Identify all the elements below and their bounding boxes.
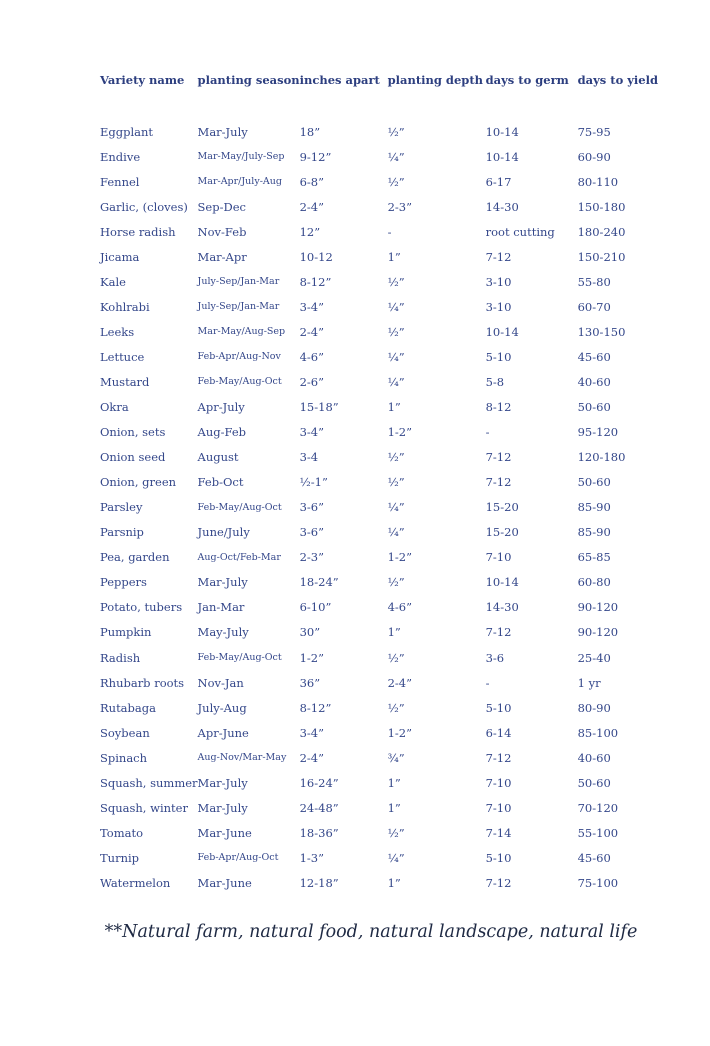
table-row bbox=[100, 545, 658, 570]
cell-inches-apart: 24-48” bbox=[299, 800, 339, 815]
cell-inches-apart: 18-24” bbox=[299, 575, 339, 590]
table-row bbox=[100, 344, 658, 369]
table-row bbox=[100, 495, 658, 520]
cell-variety-name: Radish bbox=[100, 650, 141, 665]
cell-days-to-yield: 80-110 bbox=[577, 174, 619, 189]
cell-days-to-yield: 50-60 bbox=[577, 475, 611, 490]
cell-days-to-yield: 40-60 bbox=[577, 750, 611, 765]
cell-variety-name: Onion, sets bbox=[100, 425, 166, 440]
cell-days-to-germ: 7-12 bbox=[485, 750, 512, 765]
cell-planting-season: Apr-July bbox=[197, 400, 245, 415]
cell-planting-depth: 1” bbox=[387, 249, 401, 264]
cell-planting-depth: ¾” bbox=[387, 750, 405, 765]
cell-planting-depth: ½” bbox=[387, 174, 405, 189]
table-row bbox=[100, 445, 658, 470]
cell-inches-apart: 3-4” bbox=[299, 425, 325, 440]
cell-planting-season: May-July bbox=[197, 625, 249, 640]
cell-variety-name: Onion, green bbox=[100, 475, 177, 490]
cell-variety-name: Potato, tubers bbox=[100, 600, 183, 615]
cell-days-to-yield: 70-120 bbox=[577, 800, 619, 815]
cell-planting-depth: ¼” bbox=[387, 374, 405, 389]
cell-days-to-yield: 55-80 bbox=[577, 274, 611, 289]
cell-planting-season: Mar-Apr/July-Aug bbox=[197, 176, 282, 188]
cell-days-to-yield: 60-70 bbox=[577, 299, 611, 314]
cell-planting-depth: 1-2” bbox=[387, 425, 413, 440]
cell-days-to-yield: 90-120 bbox=[577, 625, 619, 640]
cell-days-to-germ: 3-6 bbox=[485, 650, 505, 665]
table-row bbox=[100, 244, 658, 269]
cell-planting-season: Mar-July bbox=[197, 575, 248, 590]
cell-variety-name: Mustard bbox=[100, 374, 150, 389]
cell-inches-apart: 2-6” bbox=[299, 374, 325, 389]
table-row bbox=[100, 745, 658, 770]
cell-planting-season: Mar-Apr bbox=[197, 249, 247, 264]
cell-days-to-yield: 150-210 bbox=[577, 249, 626, 264]
header-days-to-germ: days to germ bbox=[485, 73, 569, 87]
cell-days-to-yield: 60-90 bbox=[577, 149, 611, 164]
cell-inches-apart: 2-4” bbox=[299, 750, 325, 765]
cell-days-to-germ: 7-12 bbox=[485, 475, 512, 490]
cell-planting-season: Mar-July bbox=[197, 775, 248, 790]
cell-planting-depth: ½” bbox=[387, 475, 405, 490]
cell-days-to-germ: 10-14 bbox=[485, 149, 519, 164]
cell-planting-depth: 1” bbox=[387, 800, 401, 815]
cell-days-to-germ: 7-10 bbox=[485, 550, 512, 565]
cell-inches-apart: 2-3” bbox=[299, 550, 325, 565]
header-variety-name: Variety name bbox=[100, 73, 185, 87]
cell-days-to-germ: 5-10 bbox=[485, 700, 512, 715]
cell-days-to-germ: 14-30 bbox=[485, 199, 519, 214]
cell-days-to-yield: 130-150 bbox=[577, 324, 626, 339]
cell-planting-season: Mar-July bbox=[197, 800, 248, 815]
table-row bbox=[100, 470, 658, 495]
cell-days-to-germ: 6-14 bbox=[485, 725, 512, 740]
table-row bbox=[100, 595, 658, 620]
cell-days-to-germ: 15-20 bbox=[485, 525, 519, 540]
cell-days-to-yield: 65-85 bbox=[577, 550, 611, 565]
planting-table bbox=[100, 70, 658, 895]
cell-inches-apart: 3-6” bbox=[299, 525, 325, 540]
cell-inches-apart: 8-12” bbox=[299, 700, 332, 715]
cell-planting-season: Mar-May/Aug-Sep bbox=[197, 326, 286, 338]
cell-planting-season: Jan-Mar bbox=[197, 600, 245, 615]
cell-variety-name: Onion seed bbox=[100, 450, 166, 465]
cell-planting-depth: ½” bbox=[387, 450, 405, 465]
cell-days-to-yield: 50-60 bbox=[577, 400, 611, 415]
cell-variety-name: Kale bbox=[100, 274, 126, 289]
cell-planting-depth: ½” bbox=[387, 825, 405, 840]
cell-planting-season: Mar-May/July-Sep bbox=[197, 151, 285, 163]
table-row bbox=[100, 820, 658, 845]
cell-days-to-yield: 50-60 bbox=[577, 775, 611, 790]
cell-variety-name: Fennel bbox=[100, 174, 140, 189]
cell-planting-depth: - bbox=[387, 224, 392, 239]
cell-planting-season: June/July bbox=[197, 525, 250, 540]
cell-planting-season: Feb-May/Aug-Oct bbox=[197, 376, 282, 388]
cell-planting-season: Feb-Apr/Aug-Oct bbox=[197, 852, 279, 864]
cell-planting-depth: 2-3” bbox=[387, 199, 413, 214]
cell-inches-apart: 3-4 bbox=[299, 450, 319, 465]
cell-inches-apart: 18” bbox=[299, 124, 321, 139]
cell-inches-apart: 3-6” bbox=[299, 500, 325, 515]
cell-variety-name: Squash, winter bbox=[100, 800, 188, 815]
table-row bbox=[100, 319, 658, 344]
cell-days-to-yield: 60-80 bbox=[577, 575, 611, 590]
cell-variety-name: Kohlrabi bbox=[100, 299, 150, 314]
table-row bbox=[100, 119, 658, 144]
cell-days-to-yield: 120-180 bbox=[577, 450, 626, 465]
cell-variety-name: Pea, garden bbox=[100, 550, 170, 565]
cell-days-to-yield: 55-100 bbox=[577, 825, 619, 840]
cell-inches-apart: 8-12” bbox=[299, 274, 332, 289]
table-row bbox=[100, 369, 658, 394]
cell-inches-apart: 2-4” bbox=[299, 324, 325, 339]
cell-days-to-yield: 85-90 bbox=[577, 500, 611, 515]
cell-planting-season: Feb-Oct bbox=[197, 475, 244, 490]
cell-planting-depth: ¼” bbox=[387, 299, 405, 314]
cell-days-to-germ: 7-14 bbox=[485, 825, 512, 840]
cell-planting-season: Mar-July bbox=[197, 124, 248, 139]
table-row bbox=[100, 620, 658, 645]
cell-planting-depth: ½” bbox=[387, 650, 405, 665]
cell-variety-name: Endive bbox=[100, 149, 141, 164]
table-row bbox=[100, 795, 658, 820]
cell-variety-name: Pumpkin bbox=[100, 625, 152, 640]
cell-inches-apart: 9-12” bbox=[299, 149, 332, 164]
cell-planting-depth: ¼” bbox=[387, 525, 405, 540]
table-row bbox=[100, 645, 658, 670]
cell-days-to-germ: 5-10 bbox=[485, 850, 512, 865]
cell-variety-name: Eggplant bbox=[100, 124, 154, 139]
cell-planting-season: July-Aug bbox=[197, 700, 247, 715]
table-header-row bbox=[100, 70, 658, 90]
cell-days-to-germ: 10-14 bbox=[485, 575, 519, 590]
cell-planting-depth: 1” bbox=[387, 875, 401, 890]
header-days-to-yield: days to yield bbox=[577, 73, 659, 87]
cell-days-to-germ: root cutting bbox=[485, 224, 555, 239]
cell-days-to-yield: 75-100 bbox=[577, 875, 619, 890]
cell-inches-apart: 30” bbox=[299, 625, 321, 640]
cell-inches-apart: 18-36” bbox=[299, 825, 339, 840]
cell-days-to-yield: 180-240 bbox=[577, 224, 626, 239]
cell-inches-apart: 3-4” bbox=[299, 299, 325, 314]
cell-planting-season: August bbox=[197, 450, 239, 465]
table-row bbox=[100, 870, 658, 895]
cell-days-to-germ: 7-10 bbox=[485, 775, 512, 790]
cell-days-to-germ: 7-12 bbox=[485, 450, 512, 465]
cell-inches-apart: 15-18” bbox=[299, 400, 339, 415]
footer-slogan: **Natural farm, natural food, natural landscape, natural life bbox=[104, 922, 638, 942]
cell-planting-season: Feb-Apr/Aug-Nov bbox=[197, 351, 281, 363]
cell-planting-depth: ½” bbox=[387, 700, 405, 715]
cell-days-to-germ: 14-30 bbox=[485, 600, 519, 615]
cell-days-to-yield: 90-120 bbox=[577, 600, 619, 615]
table-row bbox=[100, 570, 658, 595]
cell-planting-depth: 2-4” bbox=[387, 675, 413, 690]
cell-planting-season: Feb-May/Aug-Oct bbox=[197, 652, 282, 663]
table-row bbox=[100, 770, 658, 795]
table-row bbox=[100, 670, 658, 695]
cell-planting-season: Aug-Feb bbox=[197, 425, 247, 440]
cell-days-to-yield: 1 yr bbox=[577, 675, 601, 690]
header-inches-apart: inches apart bbox=[299, 73, 380, 87]
table-row bbox=[100, 420, 658, 445]
cell-variety-name: Spinach bbox=[100, 750, 148, 765]
cell-planting-season: Mar-June bbox=[197, 875, 252, 890]
cell-planting-season: July-Sep/Jan-Mar bbox=[197, 276, 280, 288]
cell-days-to-yield: 85-90 bbox=[577, 525, 611, 540]
cell-days-to-germ: 10-14 bbox=[485, 324, 519, 339]
table-row bbox=[100, 395, 658, 420]
cell-days-to-germ: 5-10 bbox=[485, 349, 512, 364]
table-row bbox=[100, 845, 658, 870]
cell-days-to-germ: - bbox=[485, 425, 490, 440]
cell-planting-depth: 1-2” bbox=[387, 725, 413, 740]
cell-days-to-germ: 10-14 bbox=[485, 124, 519, 139]
cell-days-to-germ: 7-12 bbox=[485, 625, 512, 640]
cell-planting-season: Nov-Jan bbox=[197, 675, 244, 690]
header-planting-depth: planting depth bbox=[387, 73, 483, 87]
table-row bbox=[100, 695, 658, 720]
cell-planting-depth: 1-2” bbox=[387, 550, 413, 565]
table-row bbox=[100, 219, 658, 244]
cell-days-to-germ: 6-17 bbox=[485, 174, 512, 189]
cell-planting-season: Nov-Feb bbox=[197, 224, 247, 239]
table-row bbox=[100, 720, 658, 745]
cell-inches-apart: 12-18” bbox=[299, 875, 339, 890]
cell-variety-name: Parsley bbox=[100, 500, 143, 515]
cell-planting-season: Feb-May/Aug-Oct bbox=[197, 501, 282, 513]
cell-inches-apart: 2-4” bbox=[299, 199, 325, 214]
cell-variety-name: Okra bbox=[100, 400, 129, 415]
cell-variety-name: Soybean bbox=[100, 725, 150, 740]
cell-variety-name: Rhubarb roots bbox=[100, 675, 185, 690]
table-row bbox=[100, 194, 658, 219]
cell-days-to-yield: 45-60 bbox=[577, 349, 611, 364]
cell-days-to-germ: 15-20 bbox=[485, 500, 519, 515]
cell-inches-apart: 10-12 bbox=[299, 249, 333, 264]
cell-days-to-germ: 7-12 bbox=[485, 249, 512, 264]
cell-planting-depth: ½” bbox=[387, 324, 405, 339]
cell-variety-name: Tomato bbox=[100, 825, 144, 840]
table-row bbox=[100, 169, 658, 194]
table-row bbox=[100, 269, 658, 294]
cell-planting-season: July-Sep/Jan-Mar bbox=[197, 301, 280, 313]
cell-days-to-yield: 75-95 bbox=[577, 124, 611, 139]
cell-variety-name: Peppers bbox=[100, 575, 147, 590]
cell-days-to-yield: 25-40 bbox=[577, 650, 611, 665]
cell-days-to-yield: 150-180 bbox=[577, 199, 626, 214]
cell-days-to-germ: 7-12 bbox=[485, 875, 512, 890]
cell-days-to-yield: 40-60 bbox=[577, 374, 611, 389]
cell-inches-apart: 1-2” bbox=[299, 650, 325, 665]
cell-inches-apart: 4-6” bbox=[299, 349, 325, 364]
cell-variety-name: Rutabaga bbox=[100, 700, 156, 715]
cell-planting-depth: ½” bbox=[387, 124, 405, 139]
cell-planting-season: Sep-Dec bbox=[197, 199, 246, 214]
cell-planting-depth: ¼” bbox=[387, 149, 405, 164]
cell-planting-season: Apr-June bbox=[197, 725, 249, 740]
cell-planting-depth: 4-6” bbox=[387, 600, 413, 615]
cell-variety-name: Leeks bbox=[100, 324, 135, 339]
cell-inches-apart: ½-1” bbox=[299, 475, 328, 490]
cell-variety-name: Horse radish bbox=[100, 224, 176, 239]
cell-days-to-germ: 7-10 bbox=[485, 800, 512, 815]
cell-planting-depth: 1” bbox=[387, 775, 401, 790]
cell-inches-apart: 6-8” bbox=[299, 174, 325, 189]
cell-inches-apart: 36” bbox=[299, 675, 321, 690]
cell-days-to-germ: 8-12 bbox=[485, 400, 512, 415]
cell-planting-season: Mar-June bbox=[197, 825, 252, 840]
cell-planting-depth: 1” bbox=[387, 400, 401, 415]
cell-planting-depth: ¼” bbox=[387, 500, 405, 515]
cell-inches-apart: 3-4” bbox=[299, 725, 325, 740]
table-row bbox=[100, 144, 658, 169]
cell-inches-apart: 1-3” bbox=[299, 850, 325, 865]
cell-variety-name: Lettuce bbox=[100, 349, 145, 364]
cell-days-to-yield: 85-100 bbox=[577, 725, 619, 740]
cell-planting-depth: ¼” bbox=[387, 850, 405, 865]
cell-days-to-germ: 5-8 bbox=[485, 374, 505, 389]
cell-variety-name: Garlic, (cloves) bbox=[100, 199, 188, 214]
cell-variety-name: Watermelon bbox=[100, 875, 171, 890]
cell-variety-name: Parsnip bbox=[100, 525, 144, 540]
cell-planting-depth: 1” bbox=[387, 625, 401, 640]
cell-planting-depth: ¼” bbox=[387, 349, 405, 364]
cell-planting-depth: ½” bbox=[387, 274, 405, 289]
cell-days-to-yield: 95-120 bbox=[577, 425, 619, 440]
cell-variety-name: Squash, summer bbox=[100, 775, 198, 790]
cell-variety-name: Jicama bbox=[100, 249, 140, 264]
cell-days-to-yield: 45-60 bbox=[577, 850, 611, 865]
header-planting-season: planting season bbox=[197, 73, 300, 87]
cell-days-to-yield: 80-90 bbox=[577, 700, 611, 715]
cell-planting-season: Aug-Nov/Mar-May bbox=[197, 752, 287, 764]
cell-planting-depth: ½” bbox=[387, 575, 405, 590]
cell-planting-season: Aug-Oct/Feb-Mar bbox=[197, 551, 281, 563]
cell-inches-apart: 12” bbox=[299, 224, 321, 239]
cell-days-to-germ: 3-10 bbox=[485, 274, 512, 289]
cell-inches-apart: 16-24” bbox=[299, 775, 339, 790]
cell-days-to-germ: - bbox=[485, 675, 490, 690]
cell-days-to-germ: 3-10 bbox=[485, 299, 512, 314]
table-body bbox=[100, 90, 658, 895]
table-row bbox=[100, 294, 658, 319]
cell-inches-apart: 6-10” bbox=[299, 600, 332, 615]
cell-variety-name: Turnip bbox=[100, 850, 140, 865]
table-row bbox=[100, 520, 658, 545]
